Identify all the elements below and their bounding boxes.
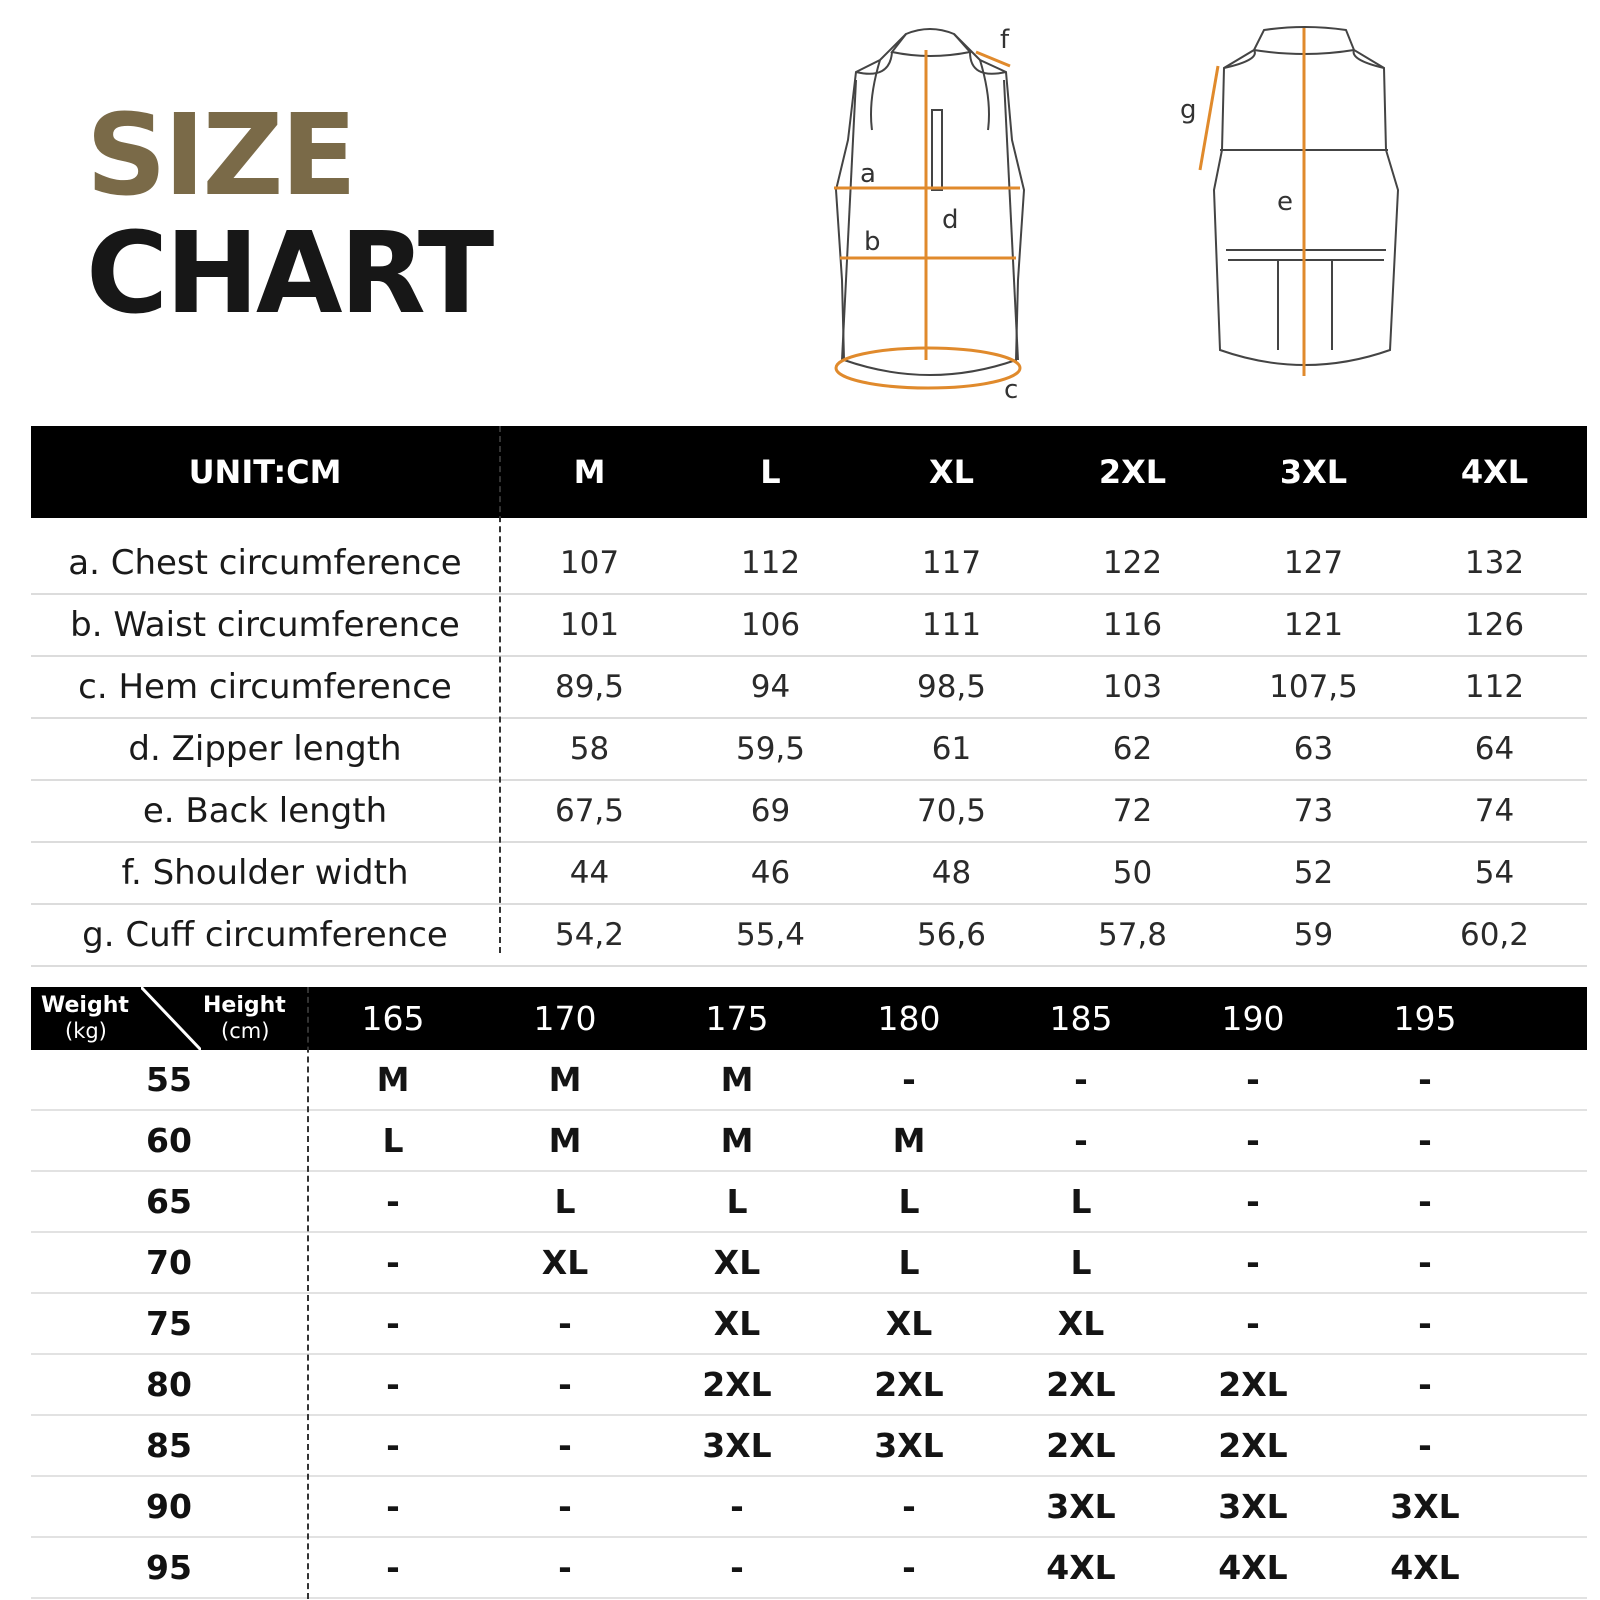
measurement-label: c. Hem circumference: [78, 667, 452, 707]
size-header: XL: [928, 453, 975, 491]
recommended-size: -: [1418, 1365, 1432, 1404]
recommended-size: XL: [1057, 1304, 1105, 1343]
height-unit: (cm): [221, 1019, 270, 1043]
height-header: 195: [1393, 999, 1457, 1038]
recommended-size: 2XL: [1046, 1426, 1116, 1465]
recommended-size: -: [558, 1304, 572, 1343]
measurement-value: 54,2: [554, 917, 625, 953]
recommended-size: -: [1418, 1060, 1432, 1099]
recommended-size: -: [386, 1304, 400, 1343]
weight-value: 75: [146, 1304, 192, 1343]
recommended-size: -: [1418, 1426, 1432, 1465]
weight-row: [31, 1233, 1587, 1294]
recommended-size: -: [386, 1487, 400, 1526]
height-header: 165: [361, 999, 425, 1038]
recommended-size: 4XL: [1390, 1548, 1460, 1587]
height-header: 185: [1049, 999, 1113, 1038]
recommended-size: 3XL: [1390, 1487, 1460, 1526]
measurement-row: [31, 843, 1587, 905]
recommended-size: L: [554, 1182, 576, 1221]
recommended-size: 4XL: [1218, 1548, 1288, 1587]
weight-row: [31, 1416, 1587, 1477]
measurement-value: 59,5: [735, 731, 806, 767]
measurement-value: 48: [931, 855, 972, 891]
measurement-value: 61: [931, 731, 972, 767]
measurement-value: 50: [1112, 855, 1153, 891]
measurement-label: b. Waist circumference: [70, 605, 460, 645]
recommended-size: -: [558, 1426, 572, 1465]
measurement-row: [31, 533, 1587, 595]
recommended-size: M: [892, 1121, 926, 1160]
recommended-size: 2XL: [1218, 1365, 1288, 1404]
recommended-size: M: [376, 1060, 410, 1099]
label-b: b: [864, 227, 881, 257]
measurement-value: 111: [921, 607, 982, 643]
size-header: M: [573, 453, 606, 491]
measurement-label: e. Back length: [142, 791, 388, 831]
recommended-size: M: [548, 1060, 582, 1099]
recommended-size: -: [730, 1487, 744, 1526]
measurement-value: 52: [1293, 855, 1334, 891]
measurement-value: 57,8: [1097, 917, 1168, 953]
height-header: 175: [705, 999, 769, 1038]
measurement-value: 101: [559, 607, 620, 643]
recommended-size: L: [898, 1182, 920, 1221]
measurement-value: 132: [1464, 545, 1525, 581]
diagonal-divider: [141, 987, 201, 1050]
size-header: L: [760, 453, 781, 491]
measurement-value: 89,5: [554, 669, 625, 705]
weight-value: 85: [146, 1426, 192, 1465]
weight-height-body: [31, 1050, 1587, 1599]
recommended-size: L: [382, 1121, 404, 1160]
recommended-size: 3XL: [1046, 1487, 1116, 1526]
label-c: c: [1004, 375, 1019, 405]
measurement-value: 126: [1464, 607, 1525, 643]
recommended-size: L: [726, 1182, 748, 1221]
height-header: 180: [877, 999, 941, 1038]
weight-row: [31, 1172, 1587, 1233]
column-divider: [499, 426, 501, 953]
measurement-value: 122: [1102, 545, 1163, 581]
column-divider: [307, 987, 309, 1599]
height-header: 170: [533, 999, 597, 1038]
height-header: 190: [1221, 999, 1285, 1038]
recommended-size: 4XL: [1046, 1548, 1116, 1587]
label-a: a: [860, 159, 876, 189]
weight-value: 70: [146, 1243, 192, 1282]
measurement-value: 121: [1283, 607, 1344, 643]
recommended-size: 3XL: [702, 1426, 772, 1465]
measurement-value: 112: [740, 545, 801, 581]
weight-value: 60: [146, 1121, 192, 1160]
recommended-size: M: [720, 1121, 754, 1160]
measurement-label: g. Cuff circumference: [82, 915, 448, 955]
recommended-size: -: [1418, 1243, 1432, 1282]
label-g: g: [1180, 95, 1197, 125]
recommended-size: -: [1246, 1304, 1260, 1343]
measurement-value: 73: [1293, 793, 1334, 829]
size-header: 4XL: [1460, 453, 1529, 491]
recommended-size: -: [730, 1548, 744, 1587]
recommended-size: 2XL: [1046, 1365, 1116, 1404]
measurement-value: 69: [750, 793, 791, 829]
measurement-value: 46: [750, 855, 791, 891]
weight-label: Weight: [41, 993, 129, 1018]
unit-label: UNIT:CM: [188, 453, 342, 491]
measurement-row: [31, 657, 1587, 719]
recommended-size: -: [1074, 1121, 1088, 1160]
recommended-size: -: [558, 1487, 572, 1526]
recommended-size: L: [1070, 1243, 1092, 1282]
measurement-value: 103: [1102, 669, 1163, 705]
size-table-header: [31, 426, 1587, 518]
recommended-size: M: [548, 1121, 582, 1160]
measurement-value: 54: [1474, 855, 1515, 891]
recommended-size: L: [1070, 1182, 1092, 1221]
measurement-value: 67,5: [554, 793, 625, 829]
weight-value: 80: [146, 1365, 192, 1404]
recommended-size: -: [386, 1426, 400, 1465]
weight-height-table: [31, 987, 1587, 1599]
measurement-value: 107,5: [1269, 669, 1358, 705]
measurement-value: 60,2: [1459, 917, 1530, 953]
measurement-value: 55,4: [735, 917, 806, 953]
size-header: 2XL: [1098, 453, 1167, 491]
measurement-row: [31, 719, 1587, 781]
recommended-size: 2XL: [874, 1365, 944, 1404]
label-e: e: [1277, 187, 1293, 217]
recommended-size: -: [1074, 1060, 1088, 1099]
measurement-value: 58: [569, 731, 610, 767]
measurement-value: 63: [1293, 731, 1334, 767]
measurement-value: 94: [750, 669, 791, 705]
recommended-size: -: [558, 1365, 572, 1404]
recommended-size: -: [1418, 1121, 1432, 1160]
recommended-size: -: [386, 1548, 400, 1587]
recommended-size: 3XL: [1218, 1487, 1288, 1526]
recommended-size: M: [720, 1060, 754, 1099]
measurement-value: 98,5: [916, 669, 987, 705]
recommended-size: 3XL: [874, 1426, 944, 1465]
weight-value: 90: [146, 1487, 192, 1526]
measurement-value: 112: [1464, 669, 1525, 705]
recommended-size: -: [1418, 1304, 1432, 1343]
weight-row: [31, 1538, 1587, 1599]
measurement-value: 44: [569, 855, 610, 891]
title-line-chart: CHART: [86, 209, 492, 339]
recommended-size: -: [386, 1365, 400, 1404]
recommended-size: -: [1246, 1060, 1260, 1099]
measurement-value: 70,5: [916, 793, 987, 829]
measurement-value: 56,6: [916, 917, 987, 953]
measurement-value: 62: [1112, 731, 1153, 767]
measurement-value: 127: [1283, 545, 1344, 581]
size-measurement-table: [31, 426, 1587, 967]
front-vest-diagram: [820, 20, 1060, 410]
recommended-size: -: [386, 1243, 400, 1282]
height-label: Height: [203, 993, 286, 1018]
measurement-row: [31, 595, 1587, 657]
measurement-label: f. Shoulder width: [121, 853, 409, 893]
recommended-size: -: [1246, 1243, 1260, 1282]
weight-row: [31, 1050, 1587, 1111]
recommended-size: XL: [713, 1304, 761, 1343]
weight-value: 55: [146, 1060, 192, 1099]
measurement-row: [31, 905, 1587, 967]
recommended-size: -: [386, 1182, 400, 1221]
weight-row: [31, 1294, 1587, 1355]
recommended-size: XL: [541, 1243, 589, 1282]
measurement-label: d. Zipper length: [128, 729, 402, 769]
recommended-size: -: [902, 1060, 916, 1099]
measurement-value: 72: [1112, 793, 1153, 829]
recommended-size: XL: [885, 1304, 933, 1343]
measurement-value: 107: [559, 545, 620, 581]
recommended-size: -: [902, 1548, 916, 1587]
measurement-row: [31, 781, 1587, 843]
measurement-label: a. Chest circumference: [68, 543, 462, 583]
weight-unit: (kg): [65, 1019, 107, 1043]
back-vest-diagram: [1170, 20, 1410, 390]
measurement-value: 74: [1474, 793, 1515, 829]
measurement-value: 106: [740, 607, 801, 643]
measurement-value: 59: [1293, 917, 1334, 953]
recommended-size: 2XL: [702, 1365, 772, 1404]
size-table-body: [31, 518, 1587, 967]
recommended-size: -: [1418, 1182, 1432, 1221]
label-d: d: [942, 205, 959, 235]
weight-row: [31, 1355, 1587, 1416]
weight-height-corner: [31, 987, 307, 1050]
weight-row: [31, 1477, 1587, 1538]
size-header: 3XL: [1279, 453, 1348, 491]
recommended-size: 2XL: [1218, 1426, 1288, 1465]
weight-height-header: [31, 987, 1587, 1050]
weight-row: [31, 1111, 1587, 1172]
recommended-size: -: [902, 1487, 916, 1526]
measurement-value: 64: [1474, 731, 1515, 767]
recommended-size: -: [1246, 1182, 1260, 1221]
recommended-size: XL: [713, 1243, 761, 1282]
label-f: f: [1000, 25, 1010, 55]
recommended-size: L: [898, 1243, 920, 1282]
recommended-size: -: [1246, 1121, 1260, 1160]
measurement-value: 117: [921, 545, 982, 581]
weight-value: 65: [146, 1182, 192, 1221]
recommended-size: -: [558, 1548, 572, 1587]
title-line-size: SIZE: [86, 91, 355, 221]
weight-value: 95: [146, 1548, 192, 1587]
measurement-value: 116: [1102, 607, 1163, 643]
